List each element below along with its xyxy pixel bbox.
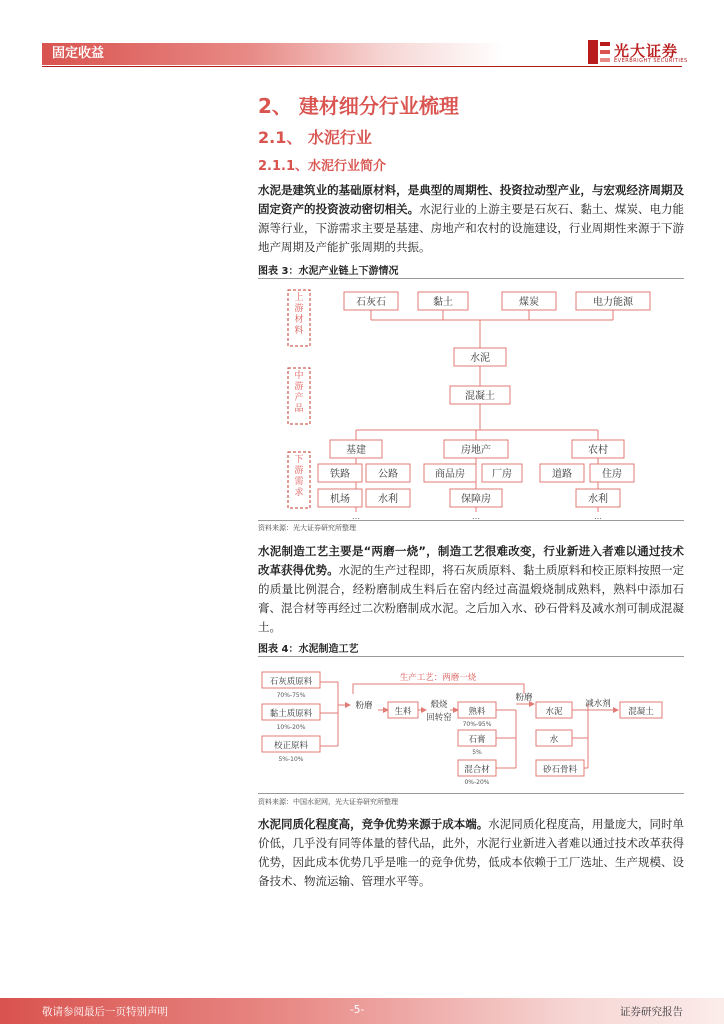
header-band	[42, 43, 504, 65]
figure-3-bottom-rule	[258, 520, 684, 521]
raw-limestone: 石灰质原料	[269, 677, 313, 687]
upstream-limestone: 石灰石	[356, 297, 386, 308]
upstream-coal: 煤炭	[519, 297, 539, 308]
raw-corrective: 校正原料	[273, 741, 309, 751]
upstream-power: 电力能源	[593, 297, 633, 308]
upstream-label: 上游材料	[294, 293, 304, 336]
header-rule	[42, 66, 682, 67]
down-water-rural: 水利	[588, 494, 608, 505]
down-housing: 住房	[602, 469, 622, 480]
figure-4-bottom-rule	[258, 793, 684, 794]
raw-limestone-pct: 70%-75%	[276, 692, 306, 699]
water-reducer: 减水剂	[585, 699, 611, 709]
gypsum: 石膏	[468, 735, 486, 745]
down-affordable-housing: 保障房	[461, 494, 491, 505]
mixture-pct: 0%-20%	[464, 779, 490, 786]
raw-corrective-pct: 5%-10%	[278, 756, 304, 763]
down-water-infra: 水利	[378, 494, 398, 505]
paragraph-1-bold: 水泥是建筑业的基础原材料，是典型的周期性、投资拉动型产业，与宏观经济周期及固定资产的投资波动密切相关。	[258, 183, 684, 216]
raw-meal: 生料	[394, 707, 412, 717]
logo-name: 光大证券	[614, 42, 679, 60]
kiln-sub: 回转窑	[426, 713, 452, 723]
footer-disclaimer: 敬请参阅最后一页特别声明	[42, 1006, 168, 1018]
paragraph-3	[258, 815, 684, 891]
paragraph-3-text: 水泥同质化程度高，用量庞大，同时单价低，几乎没有同等体量的替代品，此外，水泥行业新进入者难以通过技术改革获得优势，因此成本优势几乎是唯一的竞争优势，低成本依赖于工厂选址、生产规模、设备技术、物流运输、管理水平等。	[258, 817, 685, 888]
mid-concrete: 混凝土	[465, 391, 495, 402]
gypsum-pct: 5%	[472, 749, 482, 756]
paragraph-2	[258, 542, 684, 637]
paragraph-1	[258, 181, 684, 257]
logo-icon	[588, 40, 610, 64]
aggregate: 砂石骨料	[542, 765, 578, 775]
figure-3-diagram	[258, 280, 684, 520]
down-road: 道路	[552, 469, 572, 480]
figure-3-rule	[258, 278, 684, 279]
paragraph-3-bold: 水泥同质化程度高，竞争优势来源于成本端。	[258, 817, 489, 831]
heading-1: 2、 建材细分行业梳理	[258, 94, 459, 118]
down-commercial-housing: 商品房	[435, 469, 465, 480]
heading-3: 2.1.1、水泥行业简介	[258, 159, 387, 174]
clinker: 熟料	[468, 707, 486, 717]
cement: 水泥	[545, 707, 563, 717]
paragraph-2-bold: 水泥制造工艺主要是“两磨一烧”，制造工艺很难改变，行业新进入者难以通过技术改革获得优势。	[258, 544, 684, 577]
ellipsis-infra: …	[352, 512, 360, 520]
down-highway: 公路	[378, 469, 398, 480]
down-infrastructure: 基建	[346, 445, 366, 456]
section-label: 固定收益	[52, 46, 105, 61]
upstream-clay: 黏土	[433, 297, 453, 308]
figure-4-diagram	[258, 660, 684, 790]
midstream-label: 中游产品	[294, 371, 304, 414]
down-real-estate: 房地产	[461, 445, 491, 456]
downstream-label: 下游需求	[294, 455, 304, 498]
mid-cement: 水泥	[470, 353, 490, 364]
heading-2: 2.1、 水泥行业	[258, 128, 372, 147]
water: 水	[549, 735, 559, 745]
kiln: 煅烧	[430, 700, 448, 710]
figure-3-title: 图表 3：水泥产业链上下游情况	[258, 266, 399, 277]
down-factory: 厂房	[492, 469, 512, 480]
footer-report-type: 证券研究报告	[620, 1006, 683, 1018]
down-airport: 机场	[330, 494, 350, 505]
figure-4-source: 资料来源：中国水泥网，光大证券研究所整理	[258, 798, 398, 806]
clinker-pct: 70%-95%	[462, 721, 492, 728]
raw-clay: 黏土质原料	[269, 709, 313, 719]
process-label: 生产工艺：两磨一烧	[399, 673, 477, 683]
logo-subtitle: EVERBRIGHT SECURITIES	[614, 58, 688, 64]
paragraph-1-text: 水泥行业的上游主要是石灰石、黏土、煤炭、电力能源等行业，下游需求主要是基建、房地产和农村的设施建设，行业周期性来源于下游地产周期及产能扩张周期的共振。	[258, 202, 685, 254]
figure-4-rule	[258, 656, 684, 657]
paragraph-2-text: 水泥的生产过程即，将石灰质原料、黏土质原料和校正原料按照一定的质量比例混合，经粉磨制成生料后在窑内经过高温煅烧制成熟料，熟料中添加石膏、混合材等再经过二次粉磨制成水泥。之后加入水、砂石骨料及减水剂可制成混凝土。	[258, 563, 685, 634]
upstream-boxes	[344, 292, 650, 310]
grind-2: 粉磨	[515, 693, 533, 703]
down-rural: 农村	[588, 445, 608, 456]
mixture: 混合材	[464, 765, 490, 775]
figure-4-title: 图表 4：水泥制造工艺	[258, 644, 359, 655]
raw-clay-pct: 10%-20%	[276, 724, 306, 731]
ellipsis-rural: …	[594, 512, 602, 520]
down-railway: 铁路	[330, 469, 350, 480]
grind-1: 粉磨	[355, 701, 373, 711]
ellipsis-real-estate: …	[472, 512, 480, 520]
concrete: 混凝土	[628, 707, 654, 717]
page-number: -5-	[350, 1004, 365, 1016]
figure-3-source: 资料来源：光大证券研究所整理	[258, 524, 356, 532]
